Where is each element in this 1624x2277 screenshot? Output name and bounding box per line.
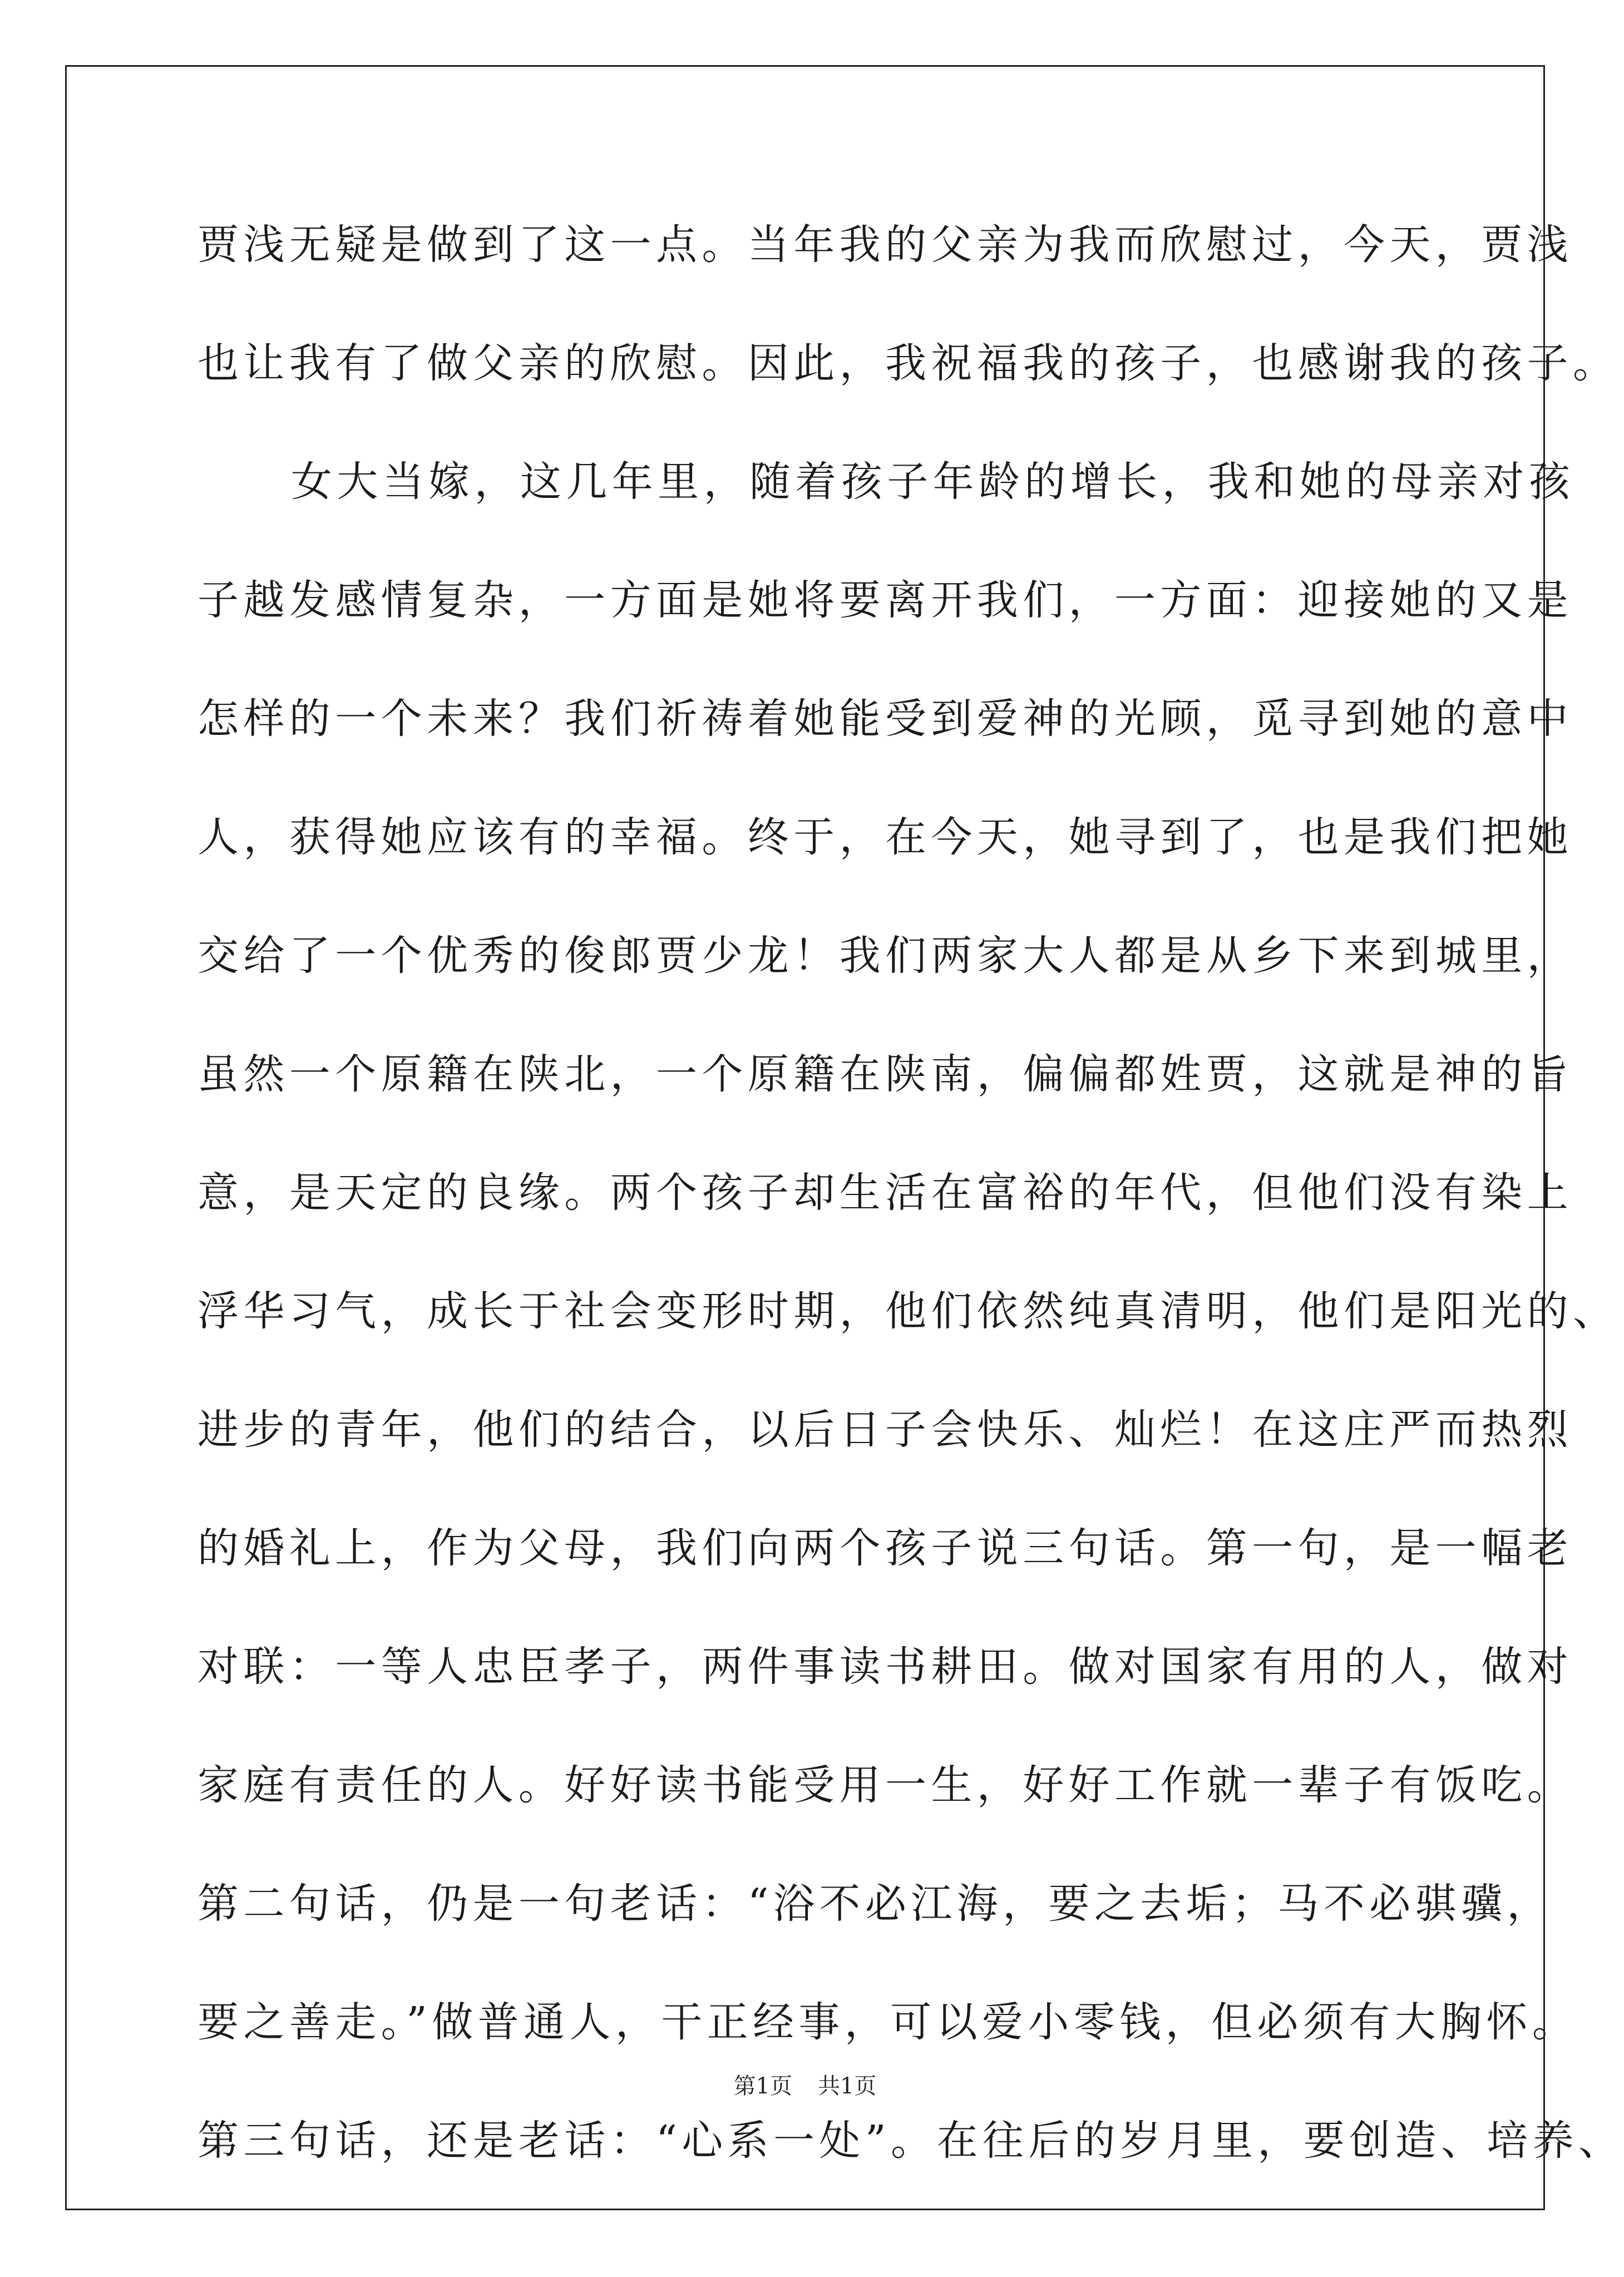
text-line: 进步的青年，他们的结合，以后日子会快乐、灿烂！在这庄严而热烈	[198, 1406, 1573, 1454]
page-number: 第1页	[733, 2073, 792, 2099]
text-line: 人，获得她应该有的幸福。终于，在今天，她寻到了，也是我们把她	[198, 813, 1573, 861]
text-line: 女大当嫁，这几年里，随着孩子年龄的增长，我和她的母亲对孩	[291, 458, 1575, 506]
text-line: 的婚礼上，作为父母，我们向两个孩子说三句话。第一句，是一幅老	[198, 1524, 1573, 1572]
page-total: 共1页	[818, 2073, 877, 2099]
text-line: 要之善走。”做普通人，干正经事，可以爱小零钱，但必须有大胸怀。	[198, 1998, 1578, 2046]
text-line: 第二句话，仍是一句老话：“浴不必江海，要之去垢；马不必骐骥，	[198, 1880, 1553, 1928]
text-line: 第三句话，还是老话：“心系一处”。在往后的岁月里，要创造、培养、	[198, 2117, 1624, 2165]
document-body	[198, 209, 1624, 2223]
page-footer	[0, 2069, 1610, 2103]
text-line: 子越发感情复杂，一方面是她将要离开我们，一方面：迎接她的又是	[198, 576, 1573, 624]
text-line: 贾浅无疑是做到了这一点。当年我的父亲为我而欣慰过，今天，贾浅	[198, 221, 1573, 269]
text-line: 对联：一等人忠臣孝子，两件事读书耕田。做对国家有用的人，做对	[198, 1643, 1573, 1691]
text-line: 家庭有责任的人。好好读书能受用一生，好好工作就一辈子有饭吃。	[198, 1761, 1573, 1809]
text-line: 也让我有了做父亲的欣慰。因此，我祝福我的孩子，也感谢我的孩子。	[198, 339, 1619, 387]
text-line: 怎样的一个未来？我们祈祷着她能受到爱神的光顾，觅寻到她的意中	[198, 695, 1573, 743]
text-line: 交给了一个优秀的俊郎贾少龙！我们两家大人都是从乡下来到城里，	[198, 932, 1573, 980]
text-line: 浮华习气，成长于社会变形时期，他们依然纯真清明，他们是阳光的、	[198, 1287, 1619, 1335]
text-line: 虽然一个原籍在陕北，一个原籍在陕南，偏偏都姓贾，这就是神的旨	[198, 1050, 1573, 1098]
text-line: 意，是天定的良缘。两个孩子却生活在富裕的年代，但他们没有染上	[198, 1169, 1573, 1217]
